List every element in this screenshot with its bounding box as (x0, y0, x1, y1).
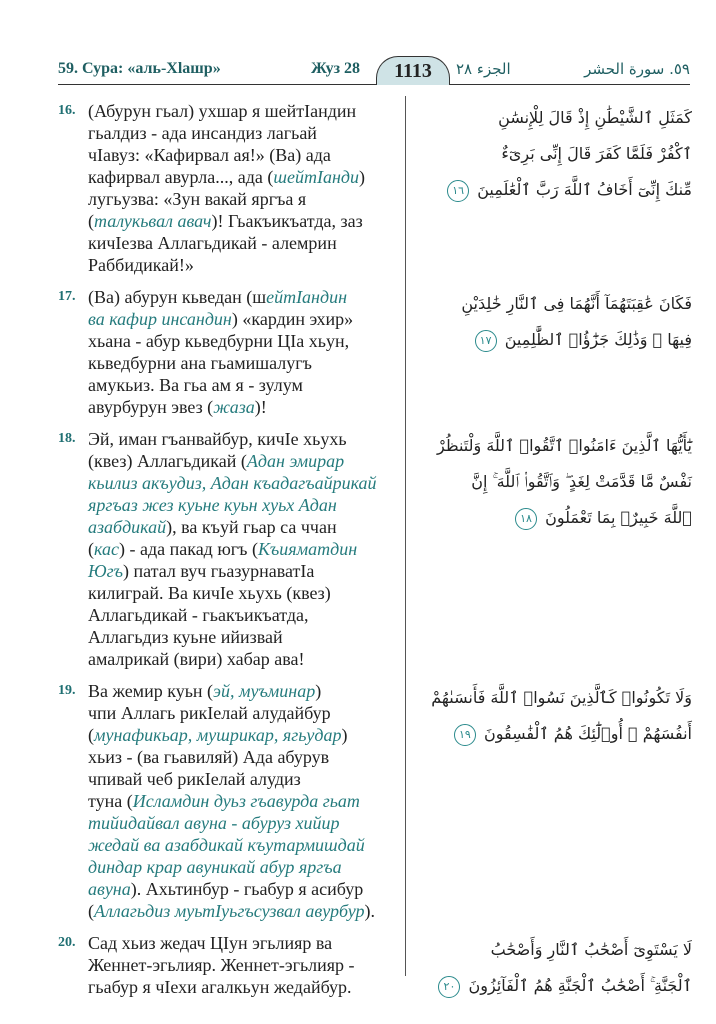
ayah-number-marker: ١٧ (475, 330, 497, 352)
page-number-tab (376, 56, 450, 85)
text-line (88, 724, 398, 746)
arabic-line: نَفْسٌ مَّا قَدَّمَتْ لِغَدٍ ۖ وَٱتَّقُوا۟ ٱللَّهَ ۚ إِنَّ (471, 472, 692, 491)
arabic-line: كَمَثَلِ ٱلشَّيْطَٰنِ إِذْ قَالَ لِلْإِنسَٰنِ (498, 108, 692, 127)
commentary-text: ейтIандин (266, 287, 348, 307)
text-line (88, 210, 398, 232)
text-line (88, 954, 398, 976)
ayah-number-marker: ١٦ (447, 180, 469, 202)
text-segment: килиграй. Ва кичIе хьухь (квез) (88, 583, 331, 603)
text-line (88, 428, 398, 450)
commentary-text: Югъ (88, 561, 123, 581)
verses-grid (58, 100, 692, 1004)
text-segment: ( (88, 901, 94, 921)
arabic-line: ٱللَّهَ خَبِيرٌۢ بِمَا تَعْمَلُونَ ١٨ (414, 500, 692, 536)
text-line (88, 144, 398, 166)
page-number: 1113 (394, 60, 432, 82)
text-segment: Женнет-эгьлияр. Женнет-эгьлияр - (88, 955, 355, 975)
verse-number: 19. (58, 683, 76, 698)
text-segment: Эй, иман гъанвайбур, кичIе хьухь (88, 429, 347, 449)
commentary-text: Къияматдин (257, 539, 358, 559)
commentary-text: тийидайвал авуна - абуруз хийир (88, 813, 340, 833)
text-segment: ), ва къуй гьар са ччан (166, 517, 337, 537)
commentary-text: азабдикай (88, 517, 167, 537)
verse-text (88, 428, 398, 670)
text-line (88, 648, 398, 670)
text-segment: хьана - абур кьведбурни ЦIа хьун, (88, 331, 350, 351)
text-segment: гьалдиз - ада инсандиз лагьай (88, 123, 317, 143)
arabic-verse (414, 680, 692, 922)
text-segment: ) (315, 681, 322, 701)
commentary-text: диндар крар авуникай абур яргъа (88, 857, 342, 877)
text-line (88, 308, 398, 330)
verse-translation (58, 286, 398, 418)
arabic-line: وَلَا تَكُونُوا۟ كَٱلَّذِينَ نَسُوا۟ ٱللَّهَ فَأَنسَىٰهُمْ (431, 688, 692, 707)
text-segment: чIавуз: «Кафирвал ая!» (Ва) ада (88, 145, 331, 165)
text-segment: чпи Аллагь рикIелай алудайбур (88, 703, 331, 723)
text-segment: ) (341, 725, 348, 745)
commentary-text: авуна (88, 879, 131, 899)
text-line (88, 976, 398, 998)
arabic-line: لَا يَسْتَوِىٓ أَصْحَٰبُ ٱلنَّارِ وَأَصْحَٰبُ (490, 940, 692, 959)
text-segment: гьабур я чIехи агалкьун жедайбур. (88, 977, 352, 997)
text-segment: ( (88, 211, 94, 231)
text-line (88, 680, 398, 702)
page-header (58, 56, 690, 85)
text-segment: )! (254, 397, 267, 417)
text-line (88, 878, 398, 900)
arabic-juz-label: الجزء ٢٨ (456, 60, 511, 78)
text-segment: кафирвал авурла..., ада ( (88, 167, 274, 187)
commentary-text: мунафикьар, мушрикар, ягьудар (94, 725, 342, 745)
text-segment: кичIезва Аллагьдикай - алемрин (88, 233, 337, 253)
text-segment: амалрикай (вири) хабар ава! (88, 649, 305, 669)
juz-label: Жуз 28 (311, 60, 361, 77)
commentary-text: шейтIанди (273, 167, 359, 187)
text-segment: ) (359, 167, 365, 187)
text-line (88, 286, 398, 308)
verse-text (88, 286, 398, 418)
text-segment: чпивай чеб рикIелай алудиз (88, 769, 301, 789)
text-line (88, 352, 398, 374)
text-segment: Ва жемир куьн ( (88, 681, 214, 701)
text-line (88, 472, 398, 494)
text-line (88, 932, 398, 954)
text-line (88, 768, 398, 790)
text-line (88, 330, 398, 352)
ayah-number-marker: ١٩ (454, 724, 476, 746)
commentary-text: Адан эмирар (246, 451, 345, 471)
commentary-text: кас (94, 539, 119, 559)
arabic-line: ٱلْجَنَّةِ ۚ أَصْحَٰبُ ٱلْجَنَّةِ هُمُ ٱلْفَآئِزُونَ ٢٠ (414, 968, 692, 1004)
text-line (88, 834, 398, 856)
text-segment: хьиз - (ва гьавиляй) Ада абурув (88, 747, 330, 767)
text-line (88, 396, 398, 418)
verse-number: 18. (58, 431, 76, 446)
text-line (88, 100, 398, 122)
text-line (88, 900, 398, 922)
text-segment: лугьузва: «Зун вакай яргъа я (88, 189, 307, 209)
text-segment: (Абурун гьал) ухшар я шейтIандин (88, 101, 357, 121)
verse-translation (58, 680, 398, 922)
text-line (88, 188, 398, 210)
text-line (88, 538, 398, 560)
text-line (88, 494, 398, 516)
text-segment: амукьиз. Ва гьа ам я - зулум (88, 375, 303, 395)
text-line (88, 516, 398, 538)
verse-translation (58, 428, 398, 670)
text-segment: Сад хьиз жедач ЦIун эгьлияр ва (88, 933, 333, 953)
text-line (88, 790, 398, 812)
verse-number: 17. (58, 289, 76, 304)
text-line (88, 450, 398, 472)
arabic-line: مِّنكَ إِنِّىٓ أَخَافُ ٱللَّهَ رَبَّ ٱلْعَٰلَمِينَ ١٦ (414, 172, 692, 208)
sura-title: 59. Сура: «аль-Хlашр» (58, 60, 221, 77)
text-line (88, 166, 398, 188)
text-segment: (Ва) абурун кьведан (ш (88, 287, 267, 307)
verse-text (88, 100, 398, 276)
arabic-verse (414, 100, 692, 276)
verse-number: 16. (58, 103, 76, 118)
commentary-text: Исламдин дуьз гъавурда гьат (132, 791, 360, 811)
commentary-text: яргъаз жез куьне куьн хуьх Адан (88, 495, 337, 515)
text-segment: ). (364, 901, 376, 921)
arabic-line: أَنفُسَهُمْ ۚ أُو۟لَٰٓئِكَ هُمُ ٱلْفَٰسِقُونَ ١٩ (414, 716, 692, 752)
text-segment: Аллагьдикай - гьакъикъатда, (88, 605, 309, 625)
text-segment: ( (88, 539, 94, 559)
text-segment: кьведбурни ана гьамишалугъ (88, 353, 312, 373)
arabic-line: فِيهَا ۚ وَذَٰلِكَ جَزَٰٓؤُا۟ ٱلظَّٰلِمِينَ ١٧ (414, 322, 692, 358)
commentary-text: жедай ва азабдикай къутармишдай (88, 835, 365, 855)
commentary-text: кьилиз акъудиз, Адан къадагъайрикай (88, 473, 377, 493)
text-line (88, 582, 398, 604)
commentary-text: талукьвал авач (94, 211, 212, 231)
arabic-sura-title: ٥٩. سورة الحشر (584, 60, 690, 78)
text-segment: Раббидикай!» (88, 255, 194, 275)
text-segment: туна ( (88, 791, 133, 811)
text-line (88, 374, 398, 396)
text-segment: (квез) Аллагьдикай ( (88, 451, 247, 471)
text-segment: ) - ада пакад югъ ( (118, 539, 258, 559)
text-line (88, 702, 398, 724)
ayah-number-marker: ٢٠ (438, 976, 460, 998)
commentary-text: Аллагьдиз муьтIуьгъсузвал авурбур (94, 901, 365, 921)
text-line (88, 232, 398, 254)
arabic-verse (414, 932, 692, 1004)
ayah-number-marker: ١٨ (515, 508, 537, 530)
arabic-line: يَٰٓأَيُّهَا ٱلَّذِينَ ءَامَنُوا۟ ٱتَّقُوا۟ ٱللَّهَ وَلْتَنظُرْ (437, 436, 692, 455)
verse-translation (58, 932, 398, 1004)
text-segment: )! Гьакъикъатда, заз (211, 211, 363, 231)
arabic-line: فَكَانَ عَٰقِبَتَهُمَآ أَنَّهُمَا فِى ٱلنَّارِ خَٰلِدَيْنِ (461, 294, 692, 313)
text-line (88, 812, 398, 834)
arabic-verse (414, 428, 692, 670)
commentary-text: жаза (213, 397, 255, 417)
arabic-line: ٱكْفُرْ فَلَمَّا كَفَرَ قَالَ إِنِّى بَرِىٓءٌ (501, 144, 692, 163)
verse-translation (58, 100, 398, 276)
text-segment: авурбурун эвез ( (88, 397, 214, 417)
text-segment: ( (88, 725, 94, 745)
arabic-verse (414, 286, 692, 418)
text-line (88, 254, 398, 276)
text-line (88, 560, 398, 582)
text-line (88, 626, 398, 648)
text-line (88, 604, 398, 626)
verse-number: 20. (58, 935, 76, 950)
text-segment: ) патал вуч гьазурнаватIа (122, 561, 315, 581)
verse-text (88, 932, 398, 998)
verse-text (88, 680, 398, 922)
commentary-text: ва кафир инсандин (88, 309, 232, 329)
commentary-text: эй, муъминар (213, 681, 316, 701)
text-line (88, 746, 398, 768)
text-segment: ). Ахьтинбур - гьабур я асибур (130, 879, 364, 899)
text-line (88, 122, 398, 144)
text-segment: Аллагьдиз куьне ийизвай (88, 627, 283, 647)
text-line (88, 856, 398, 878)
text-segment: ) «кардин эхир» (231, 309, 354, 329)
